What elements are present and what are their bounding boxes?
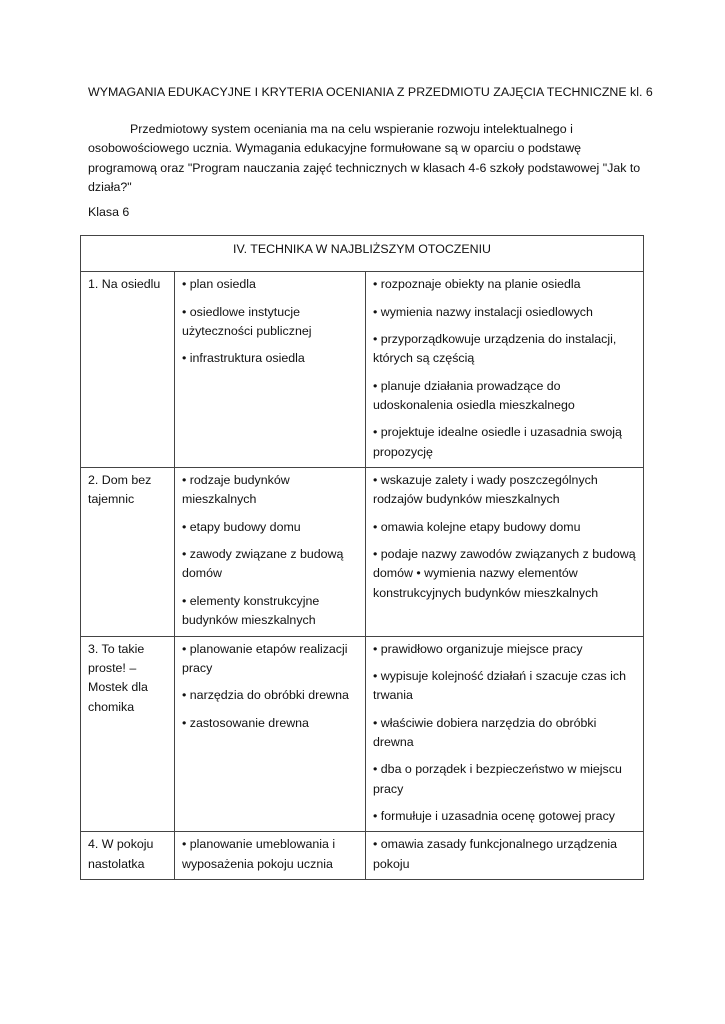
content-item: • plan osiedla: [182, 277, 256, 292]
requirement-item: • prawidłowo organizuje miejsce pracy: [373, 641, 583, 656]
requirement-item: • wskazuje zalety i wady poszczególnych rodzajów budynków mieszkalnych: [373, 473, 598, 507]
topic-text: 1. Na osiedlu: [88, 277, 161, 292]
requirements-cell: [366, 272, 644, 468]
intro-paragraph: Przedmiotowy system oceniania ma na celu wspieranie rozwoju intelektualnego i osobowościowego ucznia. Wymagania edukacyjne formułowane są w oparciu o podstawę programową oraz "Program nauczania zajęć technicznych w klasach 4-6 szkoły podstawowej "Jak to działa?": [88, 122, 641, 195]
requirement-item: • przyporządkowuje urządzenia do instalacji, których są częścią: [373, 332, 617, 366]
topic-cell: [81, 636, 175, 832]
requirement-item: • formułuje i uzasadnia ocenę gotowej pracy: [373, 808, 615, 823]
section-header-row: [81, 236, 644, 272]
requirement-item: • omawia zasady funkcjonalnego urządzenia pokoju: [373, 837, 618, 871]
topic-text: 3. To takie proste! –Mostek dla chomika: [88, 641, 148, 714]
content-cell: [175, 832, 366, 880]
document-title: WYMAGANIA EDUKACYJNE I KRYTERIA OCENIANIA Z PRZEDMIOTU ZAJĘCIA TECHNICZNE kl. 6: [88, 85, 653, 99]
content-item: • etapy budowy domu: [182, 519, 301, 534]
table-row: [81, 468, 644, 636]
requirement-item: • wymienia nazwy instalacji osiedlowych: [373, 304, 593, 319]
requirement-item: • omawia kolejne etapy budowy domu: [373, 519, 581, 534]
content-item: • zawody związane z budową domów: [182, 547, 344, 581]
table-row: [81, 272, 644, 468]
requirement-item: • właściwie dobiera narzędzia do obróbki drewna: [373, 715, 597, 749]
content-cell: [175, 636, 366, 832]
content-cell: [175, 272, 366, 468]
requirement-item: • wypisuje kolejność działań i szacuje czas ich trwania: [373, 668, 626, 703]
section-title: IV. TECHNIKA W NAJBLIŻSZYM OTOCZENIU: [81, 236, 644, 272]
topic-cell: [81, 468, 175, 636]
requirement-item: • podaje nazwy zawodów związanych z budową domów • wymienia nazwy elementów konstrukcyjnych budynków mieszkalnych: [373, 547, 636, 600]
content-item: • rodzaje budynków mieszkalnych: [182, 473, 290, 507]
topic-text: 2. Dom bez tajemnic: [88, 473, 152, 507]
topic-cell: [81, 272, 175, 468]
requirements-cell: [366, 636, 644, 832]
topic-cell: [81, 832, 175, 880]
content-item: • narzędzia do obróbki drewna: [182, 688, 349, 703]
requirements-cell: [366, 468, 644, 636]
content-item: • infrastruktura osiedla: [182, 351, 305, 366]
table-row: [81, 832, 644, 880]
content-item: • zastosowanie drewna: [182, 715, 309, 730]
class-label: Klasa 6: [88, 205, 130, 219]
table-row: [81, 636, 644, 832]
requirements-table: [80, 235, 644, 880]
requirement-item: • planuje działania prowadzące do udoskonalenia osiedla mieszkalnego: [373, 378, 575, 413]
requirement-item: • rozpoznaje obiekty na planie osiedla: [373, 277, 581, 292]
requirement-item: • projektuje idealne osiedle i uzasadnia swoją propozycję: [373, 425, 622, 459]
content-item: • planowanie etapów realizacji pracy: [182, 641, 348, 675]
requirements-cell: [366, 832, 644, 880]
content-item: • elementy konstrukcyjne budynków mieszkalnych: [182, 593, 320, 628]
content-item: • planowanie umeblowania i wyposażenia pokoju ucznia: [182, 837, 336, 871]
requirement-item: • dba o porządek i bezpieczeństwo w miejscu pracy: [373, 762, 622, 796]
content-item: • osiedlowe instytucje użyteczności publicznej: [182, 304, 312, 339]
content-cell: [175, 468, 366, 636]
topic-text: 4. W pokoju nastolatka: [88, 837, 154, 871]
